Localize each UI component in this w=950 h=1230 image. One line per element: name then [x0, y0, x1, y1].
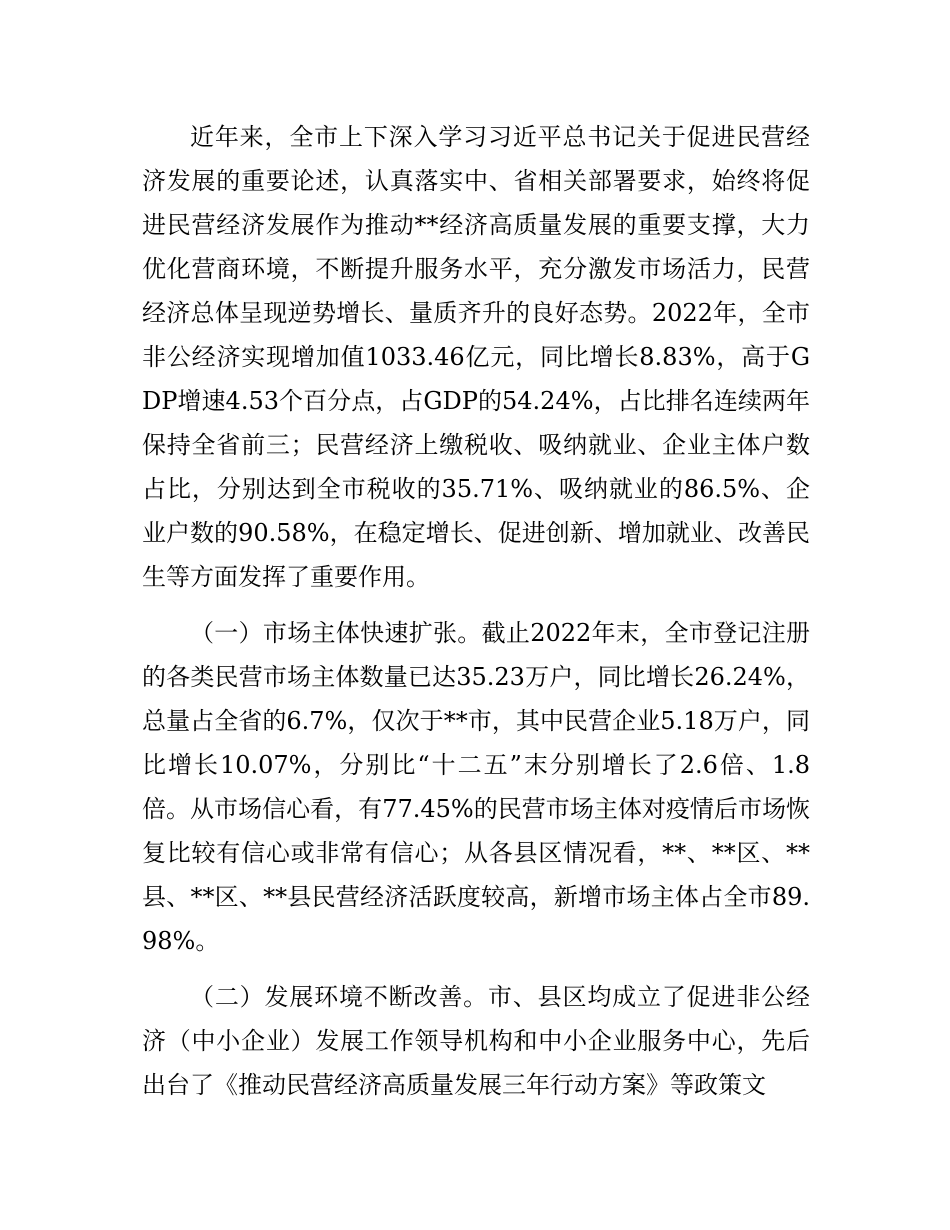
paragraph-market-entities: （一）市场主体快速扩张。截止2022年末，全市登记注册的各类民营市场主体数量已达35.23万户，同比增长26.24%，总量占全省的6.7%，仅次于**市，其中民营企业5.18万户，同比增长10.07%，分别比“十二五”末分别增长了2.6倍、1.8倍。从市场信心看，有77.45%的民营市场主体对疫情后市场恢复比较有信心或非常有信心；从各县区情况看，**、**区、**县、**区、**县民营经济活跃度较高，新增市场主体占全市89.98%。 — [142, 619, 810, 955]
paragraph-environment: （二）发展环境不断改善。市、县区均成立了促进非公经济（中小企业）发展工作领导机构和中小企业服务中心，先后出台了《推动民营经济高质量发展三年行动方案》等政策文 — [142, 983, 810, 1099]
paragraph-intro: 近年来，全市上下深入学习习近平总书记关于促进民营经济发展的重要论述，认真落实中、省相关部署要求，始终将促进民营经济发展作为推动**经济高质量发展的重要支撑，大力优化营商环境，不断提升服务水平，充分激发市场活力，民营经济总体呈现逆势增长、量质齐升的良好态势。2022年，全市非公经济实现增加值1033.46亿元，同比增长8.83%，高于GDP增速4.53个百分点，占GDP的54.24%，占比排名连续两年保持全省前三；民营经济上缴税收、吸纳就业、企业主体户数占比，分别达到全市税收的35.71%、吸纳就业的86.5%、企业户数的90.58%，在稳定增长、促进创新、增加就业、改善民生等方面发挥了重要作用。 — [142, 123, 810, 591]
document-body — [142, 115, 810, 1119]
